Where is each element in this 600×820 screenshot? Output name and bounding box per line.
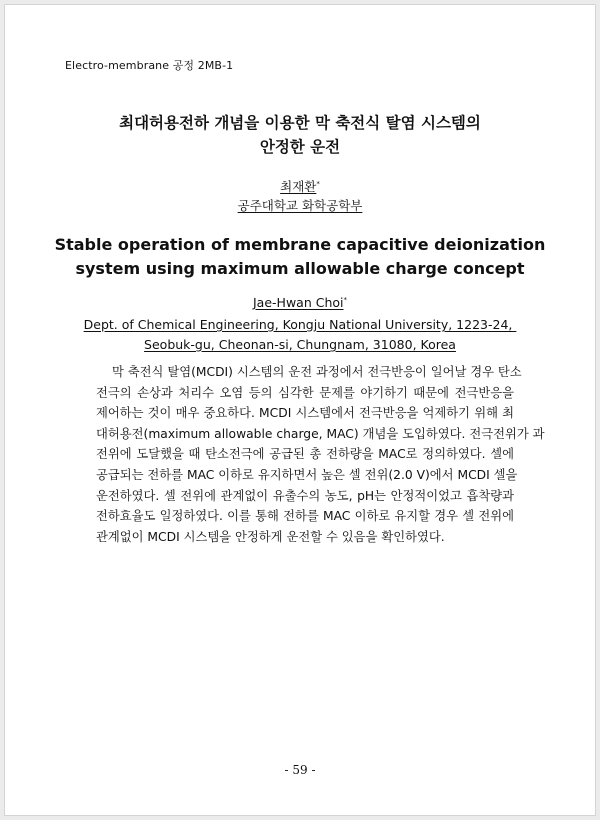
abstract-line: 대허용전(maximum allowable charge, MAC) 개념을 도입하였다. 전극전위가 과 <box>96 426 545 441</box>
abstract-line: 제어하는 것이 매우 중요하다. MCDI 시스템에서 전극반응을 억제하기 위해 최 <box>96 406 514 421</box>
english-title-line-2: system using maximum allowable charge concept <box>75 259 525 278</box>
abstract-line: 공급되는 전하를 MAC 이하로 유지하면서 높은 셀 전위(2.0 V)에서 MCDI 셀을 <box>96 467 518 482</box>
english-title-line-1: Stable operation of membrane capacitive deionization <box>54 235 546 254</box>
abstract-line: 전위에 도달했을 때 탄소전극에 공급된 총 전하량을 MAC로 정의하였다. 셀에 <box>96 447 514 462</box>
abstract-line: 전하효율도 일정하였다. 이를 통해 전하를 MAC 이하로 유지할 경우 셀 전위에 <box>96 509 514 524</box>
page-number: - 59 - <box>284 763 316 777</box>
korean-author <box>5 177 595 195</box>
abstract-line: 전극의 손상과 처리수 오염 등의 심각한 문제를 야기하기 때문에 전극반응을 <box>96 385 514 400</box>
english-author-mark: * <box>343 295 347 304</box>
english-title <box>5 233 595 281</box>
english-affiliation <box>5 315 595 355</box>
english-affiliation-line-2: Seobuk-gu, Cheonan-si, Chungnam, 31080, Korea <box>144 337 456 352</box>
abstract-body <box>96 362 545 547</box>
korean-affiliation <box>5 196 595 214</box>
korean-affiliation-text: 공주대학교 화학공학부 <box>237 198 363 213</box>
english-affiliation-line-1: Dept. of Chemical Engineering, Kongju National University, 1223-24, <box>83 317 517 332</box>
abstract-line: 운전하였다. 셀 전위에 관계없이 유출수의 농도, pH는 안정적이었고 흡착량과 <box>96 488 514 503</box>
korean-title <box>5 111 595 159</box>
document-page <box>4 4 596 816</box>
korean-author-mark: * <box>316 179 320 188</box>
session-header: Electro-membrane 공정 2MB-1 <box>65 59 234 72</box>
abstract-line: 막 축전식 탈염(MCDI) 시스템의 운전 과정에서 전극반응이 일어날 경우 탄소 <box>112 365 522 379</box>
english-author-name: Jae-Hwan Choi <box>253 295 344 310</box>
abstract-line: 관계없이 MCDI 시스템을 안정하게 운전할 수 있음을 확인하였다. <box>96 529 445 544</box>
korean-title-line-2: 안정한 운전 <box>259 138 341 156</box>
korean-title-line-1: 최대허용전하 개념을 이용한 막 축전식 탈염 시스템의 <box>119 114 481 132</box>
english-author <box>5 295 595 310</box>
korean-author-name: 최재환 <box>280 179 317 194</box>
